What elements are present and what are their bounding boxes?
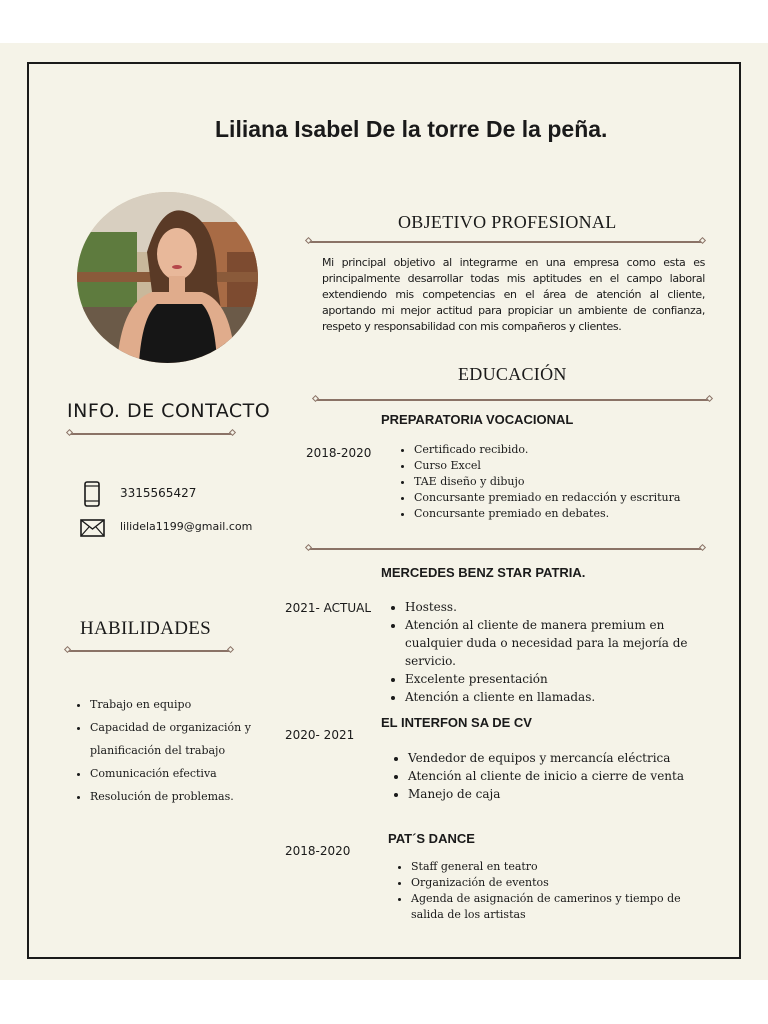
list-item: • Atención a cliente en llamadas. xyxy=(405,688,725,706)
education-org-0: PREPARATORIA VOCACIONAL xyxy=(381,412,574,427)
list-item: • Trabajo en equipo xyxy=(90,693,265,716)
phone-icon xyxy=(84,481,100,512)
contact-title: INFO. DE CONTACTO xyxy=(67,400,271,422)
list-item: • Excelente presentación xyxy=(405,670,725,688)
list-item: • Comunicación efectiva xyxy=(90,762,265,785)
candidate-name: Liliana Isabel De la torre De la peña. xyxy=(215,116,608,142)
profile-photo xyxy=(77,192,258,363)
list-item: • Hostess. xyxy=(405,598,725,616)
experience-date-0: 2021- ACTUAL xyxy=(285,601,372,615)
experience-list-1 xyxy=(390,749,718,803)
skills-title: HABILIDADES xyxy=(80,618,212,639)
objective-divider xyxy=(309,241,702,243)
list-item: • Vendedor de equipos y mercancía eléctrica xyxy=(408,749,718,767)
list-item: • Manejo de caja xyxy=(408,785,718,803)
email-address[interactable]: lilidela1199@gmail.com xyxy=(120,520,253,533)
experience-org-1: EL INTERFON SA DE CV xyxy=(381,715,532,730)
list-item: • Atención al cliente de manera premium en cualquier duda o necesidad para la mejoría de servicio. xyxy=(405,616,725,670)
list-item: • TAE diseño y dibujo xyxy=(414,474,704,490)
list-item: • Certificado recibido. xyxy=(414,442,704,458)
education-title: EDUCACIÓN xyxy=(458,364,567,384)
education-divider xyxy=(316,399,709,401)
experience-date-2: 2018-2020 xyxy=(285,844,351,858)
education-list-0 xyxy=(396,442,704,522)
experience-list-0 xyxy=(387,598,725,706)
list-item: • Concursante premiado en redacción y escritura xyxy=(414,490,704,506)
experience-date-1: 2020- 2021 xyxy=(285,728,355,742)
contact-divider xyxy=(70,433,232,435)
skills-list xyxy=(72,693,265,808)
phone-number[interactable]: 3315565427 xyxy=(120,486,197,500)
experience-org-2: PAT´S DANCE xyxy=(388,831,475,846)
list-item: • Organización de eventos xyxy=(411,875,711,891)
objective-title: OBJETIVO PROFESIONAL xyxy=(398,212,617,232)
envelope-icon xyxy=(80,519,105,542)
objective-text: Mi principal objetivo al integrarme en una empresa como esta es principalmente desarrollar todas mis aptitudes en el campo laboral extendiendo mis competencias en el área de atención al cliente, aportando mi mejor actitud para propiciar un ambiente de confianza, respeto y responsabilidad con mis compañeros y clientes. xyxy=(322,256,705,333)
list-item: • Concursante premiado en debates. xyxy=(414,506,704,522)
list-item: • Atención al cliente de inicio a cierre de venta xyxy=(408,767,718,785)
list-item: • Capacidad de organización y planificación del trabajo xyxy=(90,716,265,762)
experience-list-2 xyxy=(393,859,711,923)
skills-divider xyxy=(68,650,230,652)
experience-org-0: MERCEDES BENZ STAR PATRIA. xyxy=(381,565,586,580)
list-item: • Agenda de asignación de camerinos y tiempo de salida de los artistas xyxy=(411,891,711,923)
education-date-0: 2018-2020 xyxy=(306,446,372,460)
profile-photo-illustration xyxy=(77,192,258,363)
experience-divider xyxy=(309,548,702,550)
list-item: • Resolución de problemas. xyxy=(90,785,265,808)
list-item: • Staff general en teatro xyxy=(411,859,711,875)
list-item: • Curso Excel xyxy=(414,458,704,474)
